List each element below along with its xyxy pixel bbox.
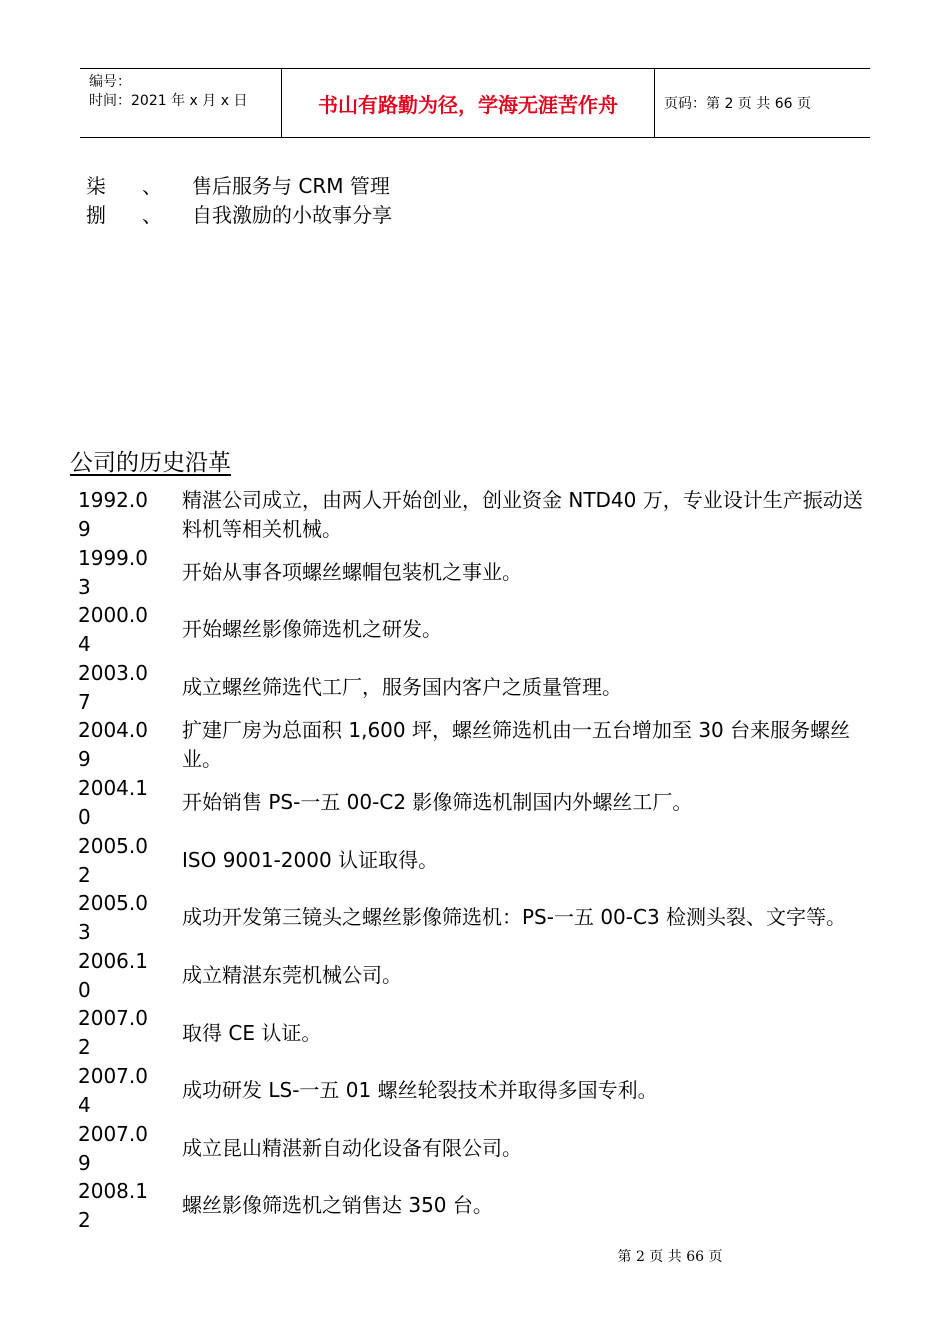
history-row (78, 544, 878, 602)
history-date: 2004.09 (78, 718, 148, 772)
toc-item-number: 捌 (86, 203, 106, 227)
history-date: 2007.09 (78, 1121, 148, 1175)
history-row (78, 1004, 878, 1062)
history-text: 开始从事各项螺丝螺帽包装机之事业。 (182, 559, 522, 584)
history-text: 成立螺丝筛选代工厂，服务国内客户之质量管理。 (182, 675, 622, 700)
history-date: 2007.04 (78, 1063, 148, 1117)
history-text: 精湛公司成立，由两人开始创业，创业资金 NTD40 万，专业设计生产振动送料机等相关机械。 (182, 487, 863, 541)
history-row (78, 1062, 878, 1120)
toc-item-separator: 、 (142, 203, 162, 227)
history-row (78, 659, 878, 717)
history-text: 扩建厂房为总面积 1,600 坪，螺丝筛选机由一五台增加至 30 台来服务螺丝业。 (182, 718, 851, 772)
history-table (78, 486, 878, 1235)
history-text: 成立昆山精湛新自动化设备有限公司。 (182, 1135, 522, 1160)
history-row (78, 1177, 878, 1235)
history-text: 开始销售 PS-一五 00-C2 影像筛选机制国内外螺丝工厂。 (182, 790, 693, 815)
history-date: 1992.09 (78, 488, 148, 541)
code-label: 编号： (89, 74, 131, 90)
header-page-info: 页码：第 2 页 共 66 页 (664, 96, 811, 112)
history-text: 成功研发 LS-一五 01 螺丝轮裂技术并取得多国专利。 (182, 1078, 658, 1103)
history-text: 成功开发第三镜头之螺丝影像筛选机：PS-一五 00-C3 检测头裂、文字等。 (182, 905, 847, 930)
history-row (78, 889, 878, 947)
toc-item-text: 售后服务与 CRM 管理 (192, 174, 390, 198)
toc-item-number: 柒 (86, 174, 106, 198)
history-row (78, 832, 878, 890)
history-date: 2006.10 (78, 948, 148, 1002)
toc-item (86, 172, 390, 200)
history-date: 2005.03 (78, 891, 148, 945)
history-row (78, 1120, 878, 1178)
history-date: 1999.03 (78, 545, 148, 599)
date-label: 时间：2021 年 x 月 x 日 (89, 93, 248, 109)
history-row (78, 486, 878, 544)
history-text: ISO 9001-2000 认证取得。 (182, 847, 439, 872)
history-text: 开始螺丝影像筛选机之研发。 (182, 617, 442, 642)
history-text: 螺丝影像筛选机之销售达 350 台。 (182, 1193, 493, 1218)
history-row (78, 716, 878, 774)
history-row (78, 774, 878, 832)
history-row (78, 601, 878, 659)
page-footer: 第 2 页 共 66 页 (617, 1249, 723, 1265)
header-motto: 书山有路勤为径，学海无涯苦作舟 (282, 69, 655, 137)
history-row (78, 947, 878, 1005)
history-date: 2005.02 (78, 833, 148, 887)
page-header (80, 68, 870, 138)
history-date: 2007.02 (78, 1006, 148, 1060)
history-date: 2008.12 (78, 1179, 148, 1233)
toc-item-text: 自我激励的小故事分享 (192, 203, 392, 227)
history-text: 取得 CE 认证。 (182, 1020, 322, 1045)
history-date: 2003.07 (78, 660, 148, 714)
toc-item-separator: 、 (142, 174, 162, 198)
history-text: 成立精湛东莞机械公司。 (182, 963, 402, 988)
history-date: 2000.04 (78, 603, 148, 657)
section-title: 公司的历史沿革 (70, 450, 231, 476)
history-date: 2004.10 (78, 775, 148, 829)
header-meta (80, 69, 282, 137)
toc-item (86, 201, 392, 229)
